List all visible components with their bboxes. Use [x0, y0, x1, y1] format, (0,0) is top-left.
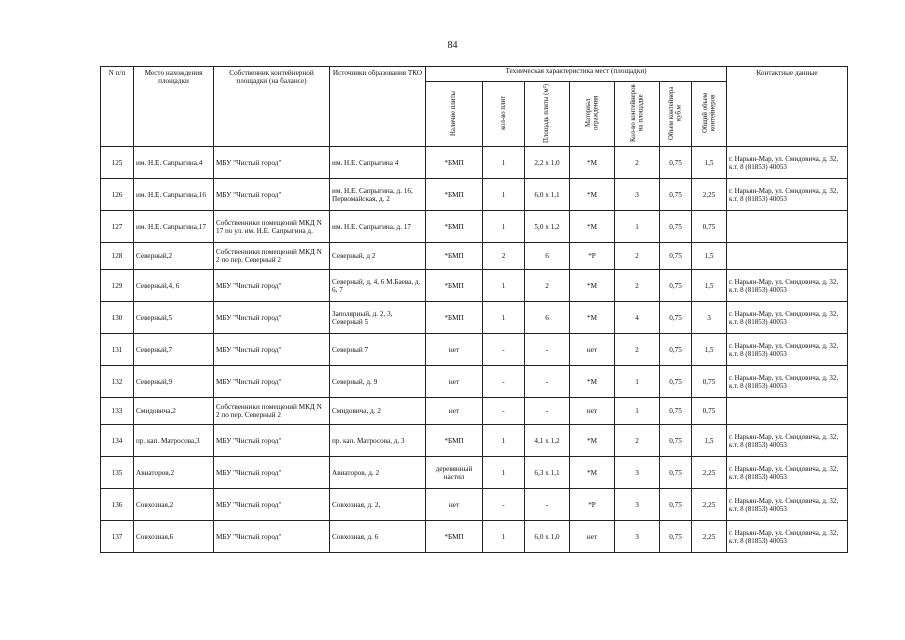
- cell-location: им. Н.Е. Сапрыгина,16: [134, 179, 214, 211]
- subheader-container-volume: Объем контейнера куб.м: [660, 82, 692, 147]
- cell-owner: МБУ "Чистый город": [214, 366, 330, 398]
- cell-num: 125: [101, 147, 134, 179]
- cell-containers: 2: [615, 243, 660, 270]
- cell-plate: нет: [426, 366, 483, 398]
- cell-total: 1,5: [692, 334, 727, 366]
- cell-sources: Совхозная, д. 2,: [330, 489, 426, 521]
- cell-contacts: г. Нарьян-Мар, ул. Смидовича, д. 32, к.т. 8 (81853) 40053: [727, 366, 848, 398]
- cell-area: 2,2 х 1,0: [525, 147, 570, 179]
- cell-sources: Северный 7: [330, 334, 426, 366]
- cell-fence: *М: [570, 179, 615, 211]
- table-row: [101, 147, 848, 179]
- cell-owner: Собственники помещений МКД N 17 по ул. им. Н.Е. Сапрыгина д.: [214, 211, 330, 243]
- cell-containers: 3: [615, 457, 660, 489]
- cell-plate: нет: [426, 398, 483, 425]
- table-row: [101, 398, 848, 425]
- table-row: [101, 270, 848, 302]
- cell-num: 128: [101, 243, 134, 270]
- cell-owner: МБУ "Чистый город": [214, 179, 330, 211]
- cell-volume: 0,75: [660, 334, 692, 366]
- subheader-fence: Материал ограждения: [570, 82, 615, 147]
- cell-sources: Северный, д 2: [330, 243, 426, 270]
- cell-area: 2: [525, 270, 570, 302]
- cell-sources: Заполярный, д. 2, 3, Северный 5: [330, 302, 426, 334]
- cell-owner: Собственники помещений МКД N 2 по пер. Северный 2: [214, 398, 330, 425]
- cell-plates: 1: [483, 457, 525, 489]
- cell-area: 5,0 х 1,2: [525, 211, 570, 243]
- cell-sources: Северный, д. 9: [330, 366, 426, 398]
- cell-volume: 0,75: [660, 521, 692, 553]
- cell-location: Северный,4, 6: [134, 270, 214, 302]
- cell-num: 130: [101, 302, 134, 334]
- cell-contacts: г. Нарьян-Мар, ул. Смидовича, д. 32, к.т. 8 (81853) 40053: [727, 521, 848, 553]
- cell-owner: МБУ "Чистый город": [214, 457, 330, 489]
- cell-total: 0,75: [692, 211, 727, 243]
- cell-area: -: [525, 366, 570, 398]
- cell-plates: 2: [483, 243, 525, 270]
- cell-sources: пр. кап. Матросова, д. 3: [330, 425, 426, 457]
- table-row: [101, 334, 848, 366]
- cell-area: 6: [525, 302, 570, 334]
- cell-sources: им. Н.Е. Сапрыгина, д. 17: [330, 211, 426, 243]
- table-row: [101, 425, 848, 457]
- cell-volume: 0,75: [660, 457, 692, 489]
- cell-plate: *БМП: [426, 425, 483, 457]
- cell-fence: *М: [570, 457, 615, 489]
- cell-volume: 0,75: [660, 366, 692, 398]
- cell-contacts: [727, 211, 848, 243]
- cell-total: 2,25: [692, 489, 727, 521]
- cell-fence: *М: [570, 270, 615, 302]
- cell-contacts: г. Нарьян-Мар, ул. Смидовича, д. 32, к.т. 8 (81853) 40053: [727, 302, 848, 334]
- cell-sources: Авиаторов, д. 2: [330, 457, 426, 489]
- cell-plate: *БМП: [426, 179, 483, 211]
- cell-num: 132: [101, 366, 134, 398]
- cell-plates: -: [483, 366, 525, 398]
- cell-owner: МБУ "Чистый город": [214, 425, 330, 457]
- cell-plates: 1: [483, 179, 525, 211]
- cell-plate: *БМП: [426, 302, 483, 334]
- cell-volume: 0,75: [660, 398, 692, 425]
- header-num: N п/п: [101, 67, 134, 147]
- cell-location: Северный,2: [134, 243, 214, 270]
- cell-plates: 1: [483, 147, 525, 179]
- cell-contacts: г. Нарьян-Мар, ул. Смидовича, д. 32, к.т. 8 (81853) 40053: [727, 270, 848, 302]
- cell-location: им. Н.Е. Сапрыгина,4: [134, 147, 214, 179]
- table-row: [101, 489, 848, 521]
- cell-volume: 0,75: [660, 211, 692, 243]
- subheader-plate: Наличие плиты: [426, 82, 483, 147]
- cell-containers: 4: [615, 302, 660, 334]
- cell-contacts: г. Нарьян-Мар, ул. Смидовича, д. 32, к.т. 8 (81853) 40053: [727, 457, 848, 489]
- cell-volume: 0,75: [660, 147, 692, 179]
- cell-contacts: г. Нарьян-Мар, ул. Смидовича, д. 32, к.т. 8 (81853) 40053: [727, 147, 848, 179]
- cell-contacts: [727, 243, 848, 270]
- cell-containers: 2: [615, 270, 660, 302]
- cell-plate: *БМП: [426, 521, 483, 553]
- cell-containers: 2: [615, 147, 660, 179]
- cell-area: -: [525, 334, 570, 366]
- cell-owner: МБУ "Чистый город": [214, 489, 330, 521]
- header-location: Место нахождения площадки: [134, 67, 214, 147]
- cell-num: 127: [101, 211, 134, 243]
- cell-fence: *М: [570, 147, 615, 179]
- cell-containers: 1: [615, 398, 660, 425]
- cell-total: 0,75: [692, 366, 727, 398]
- cell-volume: 0,75: [660, 302, 692, 334]
- cell-plates: 1: [483, 211, 525, 243]
- cell-num: 136: [101, 489, 134, 521]
- header-contacts: Контактные данные: [727, 67, 848, 147]
- cell-total: 1,5: [692, 147, 727, 179]
- page-number: 84: [447, 40, 458, 51]
- cell-area: -: [525, 398, 570, 425]
- cell-sources: им. Н.Е. Сапрыгина, д. 16, Первомайская, д. 2: [330, 179, 426, 211]
- cell-num: 133: [101, 398, 134, 425]
- table-row: [101, 211, 848, 243]
- cell-num: 131: [101, 334, 134, 366]
- cell-area: 6,0 х 1,0: [525, 521, 570, 553]
- cell-plates: 1: [483, 270, 525, 302]
- cell-plate: *БМП: [426, 270, 483, 302]
- cell-plate: нет: [426, 489, 483, 521]
- cell-plate: *БМП: [426, 211, 483, 243]
- cell-fence: нет: [570, 398, 615, 425]
- cell-fence: нет: [570, 521, 615, 553]
- cell-area: 6,3 х 1,1: [525, 457, 570, 489]
- cell-containers: 3: [615, 521, 660, 553]
- table-row: [101, 366, 848, 398]
- subheader-plate-area: Площадь плиты (м²): [525, 82, 570, 147]
- header-tech: Техническая характеристика мест (площадки): [426, 67, 727, 82]
- cell-volume: 0,75: [660, 270, 692, 302]
- cell-fence: *М: [570, 302, 615, 334]
- cell-plates: -: [483, 334, 525, 366]
- subheader-container-count: Кол-во контейнеров на площадке: [615, 82, 660, 147]
- cell-sources: Смидовича, д. 2: [330, 398, 426, 425]
- cell-contacts: [727, 398, 848, 425]
- cell-contacts: г. Нарьян-Мар, ул. Смидовича, д. 32, к.т. 8 (81853) 40053: [727, 334, 848, 366]
- cell-num: 135: [101, 457, 134, 489]
- cell-plates: 1: [483, 521, 525, 553]
- cell-plates: 1: [483, 302, 525, 334]
- cell-owner: МБУ "Чистый город": [214, 302, 330, 334]
- cell-area: 4,1 х 1,2: [525, 425, 570, 457]
- cell-total: 1,5: [692, 243, 727, 270]
- cell-sources: Северный, д. 4, 6 М.Баева, д. 6, 7: [330, 270, 426, 302]
- cell-sources: Совхозная, д. 6: [330, 521, 426, 553]
- cell-contacts: г. Нарьян-Мар, ул. Смидовича, д. 32, к.т. 8 (81853) 40053: [727, 425, 848, 457]
- cell-total: 2,25: [692, 179, 727, 211]
- cell-plate: нет: [426, 334, 483, 366]
- cell-containers: 1: [615, 211, 660, 243]
- cell-location: Совхозная,2: [134, 489, 214, 521]
- header-owner: Собственник контейнерной площадки (на балансе): [214, 67, 330, 147]
- table-row: [101, 302, 848, 334]
- cell-total: 2,25: [692, 457, 727, 489]
- table-row: [101, 243, 848, 270]
- cell-volume: 0,75: [660, 243, 692, 270]
- cell-location: Авиаторов,2: [134, 457, 214, 489]
- cell-total: 1,5: [692, 270, 727, 302]
- container-sites-table: [100, 66, 848, 553]
- cell-fence: нет: [570, 334, 615, 366]
- cell-volume: 0,75: [660, 179, 692, 211]
- cell-total: 1,5: [692, 425, 727, 457]
- cell-location: Северный,7: [134, 334, 214, 366]
- cell-owner: МБУ "Чистый город": [214, 147, 330, 179]
- cell-area: -: [525, 489, 570, 521]
- cell-volume: 0,75: [660, 489, 692, 521]
- cell-area: 6,0 х 1,1: [525, 179, 570, 211]
- cell-plates: -: [483, 398, 525, 425]
- cell-location: Смидовича,2: [134, 398, 214, 425]
- cell-location: пр. кап. Матросова,3: [134, 425, 214, 457]
- table-row: [101, 457, 848, 489]
- cell-owner: МБУ "Чистый город": [214, 270, 330, 302]
- cell-location: Северный,5: [134, 302, 214, 334]
- cell-fence: *М: [570, 366, 615, 398]
- cell-fence: *М: [570, 211, 615, 243]
- cell-num: 129: [101, 270, 134, 302]
- cell-fence: *Р: [570, 243, 615, 270]
- table-row: [101, 179, 848, 211]
- cell-location: им. Н.Е. Сапрыгина,17: [134, 211, 214, 243]
- table-row: [101, 521, 848, 553]
- cell-sources: им. Н.Е. Сапрыгина 4: [330, 147, 426, 179]
- cell-contacts: г. Нарьян-Мар, ул. Смидовича, д. 32, к.т. 8 (81853) 40053: [727, 489, 848, 521]
- cell-num: 137: [101, 521, 134, 553]
- cell-location: Северный,9: [134, 366, 214, 398]
- cell-owner: Собственники помещений МКД N 2 по пер. Северный 2: [214, 243, 330, 270]
- cell-total: 3: [692, 302, 727, 334]
- subheader-total-volume: Общий объем контейнеров: [692, 82, 727, 147]
- cell-containers: 2: [615, 425, 660, 457]
- cell-location: Совхозная,6: [134, 521, 214, 553]
- cell-containers: 2: [615, 334, 660, 366]
- cell-contacts: г. Нарьян-Мар, ул. Смидовича, д. 32, к.т. 8 (81853) 40053: [727, 179, 848, 211]
- cell-owner: МБУ "Чистый город": [214, 521, 330, 553]
- cell-total: 0,75: [692, 398, 727, 425]
- cell-fence: *Р: [570, 489, 615, 521]
- cell-area: 6: [525, 243, 570, 270]
- cell-plates: -: [483, 489, 525, 521]
- cell-plate: *БМП: [426, 147, 483, 179]
- cell-num: 134: [101, 425, 134, 457]
- cell-plate: *БМП: [426, 243, 483, 270]
- cell-volume: 0,75: [660, 425, 692, 457]
- cell-num: 126: [101, 179, 134, 211]
- cell-total: 2,25: [692, 521, 727, 553]
- subheader-plate-count: кол-во плит: [483, 82, 525, 147]
- header-sources: Источники образования ТКО: [330, 67, 426, 147]
- cell-containers: 3: [615, 179, 660, 211]
- cell-containers: 1: [615, 366, 660, 398]
- cell-plate: деревянный настил: [426, 457, 483, 489]
- cell-plates: 1: [483, 425, 525, 457]
- cell-containers: 3: [615, 489, 660, 521]
- cell-owner: МБУ "Чистый город": [214, 334, 330, 366]
- cell-fence: *М: [570, 425, 615, 457]
